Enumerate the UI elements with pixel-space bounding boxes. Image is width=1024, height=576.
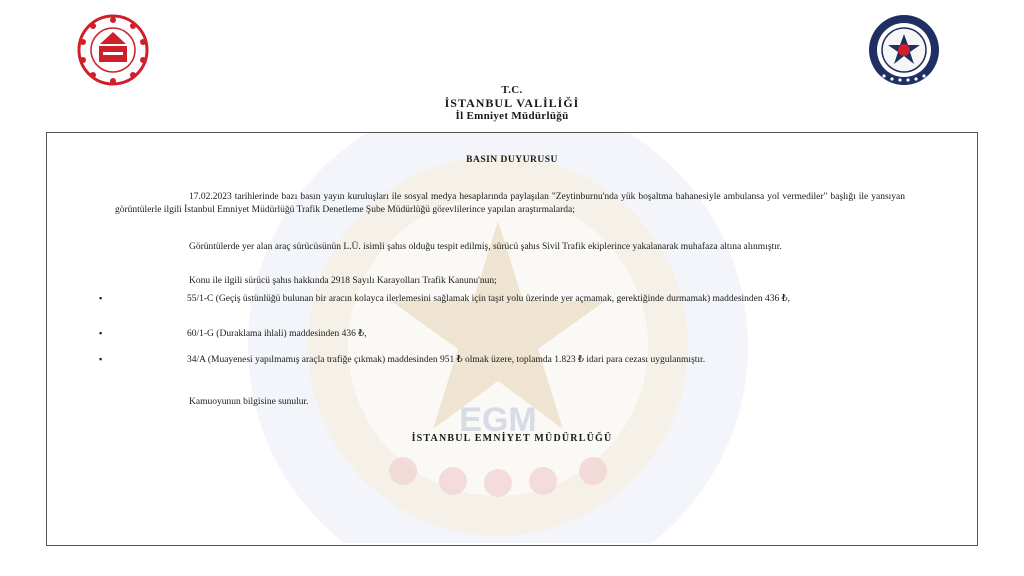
list-item: 34/A (Muayenesi yapılmamış araçla trafiğe çıkmak) maddesinden 951 ₺ olmak üzere, toplamda 1.823 ₺ idari para cezası uygulanmıştır. [187,355,706,365]
header-police-directorate: İl Emniyet Müdürlüğü [455,110,569,122]
paragraph-intro: 17.02.2023 tarihlerinde bazı basın yayın kuruluşları ile sosyal medya hesaplarında paylaşılan "Zeytinburnu'nda yük boşaltma bahanesiyle ambulansa yol vermediler" başlığı ile yansıyan görüntülerle ilgili İstanbul Emniyet Müdürlüğü Trafik Denetleme Şube Müdürlüğü görevlilerince yapılan araştırmalarda; [115,192,905,215]
list-item: 55/1-C (Geçiş üstünlüğü bulunan bir aracın kolayca ilerlemesini sağlamak için taşıt yolu üzerinde yer açmamak, gerektiğinde durmamak) maddesinden 436 ₺, [187,294,791,304]
bullet-marker: ▪ [99,354,103,364]
list-item: 60/1-G (Duraklama ihlali) maddesinden 436 ₺, [187,329,367,339]
bullet-marker: ▪ [99,328,103,338]
bullet-marker: ▪ [99,293,103,303]
police-emblem-icon [830,14,978,86]
signature: İSTANBUL EMNİYET MÜDÜRLÜĞÜ [411,433,613,444]
document-header [0,84,1024,123]
watermark-text: EGM [459,401,537,439]
document-title: BASIN DUYURUSU [466,155,558,165]
ministry-emblem-icon [40,14,186,86]
closing-line: Kamuoyunun bilgisine sunulur. [189,397,309,407]
paragraph-law: Konu ile ilgili sürücü şahıs hakkında 2918 Sayılı Karayolları Trafik Kanunu'nun; [189,276,497,286]
header-tc: T.C. [501,84,523,96]
document-frame [46,132,978,546]
header-governorship: İSTANBUL VALİLİĞİ [444,96,580,110]
paragraph-driver: Görüntülerde yer alan araç sürücüsünün L.Ü. isimli şahıs olduğu tespit edilmiş, sürücü şahıs Sivil Trafik ekiplerince yakalanarak muhafaza altına alınmıştır. [189,242,782,252]
